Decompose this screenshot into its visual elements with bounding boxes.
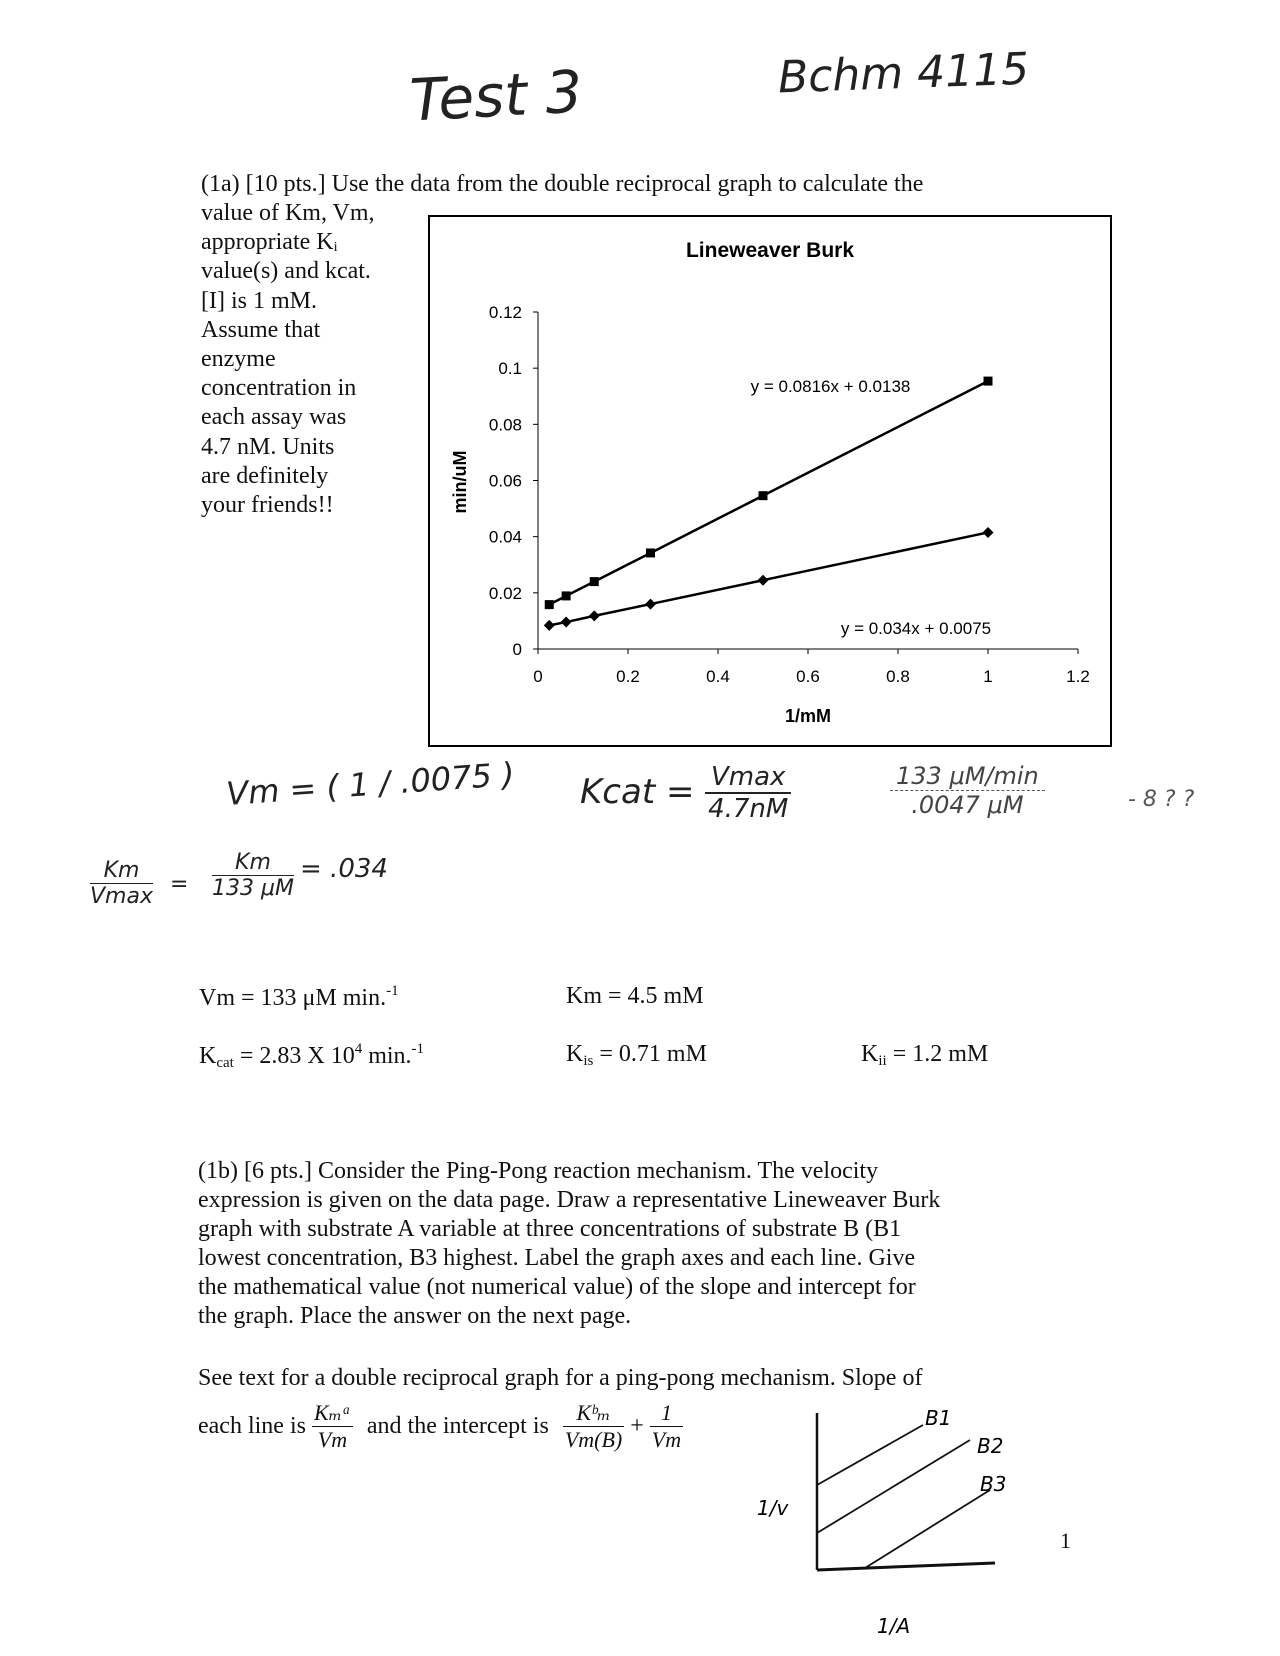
intercept-fraction [563,1400,624,1453]
q1a-side-line: 4.7 nM. Units [201,433,335,460]
answer-vm [199,983,399,1012]
intercept-den: Vm(B) [564,1427,623,1452]
y-tick-label: 0.1 [498,359,522,379]
q1a-side-text [201,199,426,520]
data-point-uninhibited [589,610,600,621]
km-label-den: Vmax [90,884,153,909]
q1a-side-line: your friends!! [201,492,334,519]
q1b-answer-line: See text for a double reciprocal graph for a ping-pong mechanism. Slope of [198,1365,923,1391]
margin-note: - 8 ? ? [1128,787,1195,812]
answer-kcat [199,1041,424,1072]
intercept2-fraction [650,1400,683,1453]
pingpong-sketch [755,1405,1015,1645]
x-tick-label: 1.2 [1066,667,1090,686]
sketch-line-b2 [817,1440,970,1533]
x-tick-label: 0 [533,667,543,686]
kcat-unit: min. [362,1043,412,1069]
chart-title: Lineweaver Burk [685,239,855,262]
data-point-inhibited [590,577,599,586]
q1a-side-line: value of Km, Vm, [201,200,375,226]
q1b-text [198,1157,940,1331]
answer-kii [861,1041,988,1070]
km-label-num: Km [90,858,153,884]
x-tick-label: 0.8 [886,667,910,686]
trendline-label-uninhibited: y = 0.034x + 0.0075 [840,618,992,638]
y-tick-label: 0.02 [488,583,522,603]
kis-value: = 0.71 mM [593,1041,707,1067]
kcat-right-fraction [890,762,1045,819]
trendline-label-inhibited: y = 0.0816x + 0.0138 [750,377,911,397]
kcat-fraction-handwritten [705,762,791,824]
km-vmax-label [90,858,153,909]
intercept2-den: Vm [651,1427,682,1452]
q1a-side-line: concentration in [201,375,357,402]
intercept-num: Kᵇₘ [563,1400,624,1427]
kcat-value: = 2.83 X 10 [233,1043,355,1069]
sketch-line-b3 [865,1490,990,1568]
data-point-uninhibited [544,620,555,631]
q1a-side-line: Assume that [201,316,321,343]
kcat-prefix: K [199,1043,217,1069]
plus-sign: + [630,1413,644,1439]
and-intercept: and the intercept is [366,1413,549,1439]
page-number: 1 [1060,1528,1071,1553]
kcat-right-den: .0047 μM [911,791,1024,819]
q1a-side-line: each assay was [201,404,347,431]
x-tick-label: 0.6 [796,667,820,686]
q1b-line: the graph. Place the answer on the next page. [198,1303,632,1329]
q1b-line: the mathematical value (not numerical value) of the slope and intercept for [198,1274,916,1300]
series-line-uninhibited [549,532,988,625]
y-tick-label: 0.04 [488,527,522,547]
y-tick-label: 0.08 [488,415,522,435]
sketch-label-b3: B3 [980,1472,1007,1496]
data-point-inhibited [545,600,554,609]
vm-calc-handwritten: Vm = ( 1 / .0075 ) [225,754,516,814]
data-point-inhibited [984,377,993,386]
slope-den: Vm [317,1427,348,1452]
data-point-inhibited [759,491,768,500]
series-line-inhibited [549,381,988,605]
x-tick-label: 0.4 [706,667,730,686]
answer-km: Km = 4.5 mM [566,983,704,1009]
test-title-handwritten: Test 3 [408,57,584,135]
data-point-uninhibited [758,575,769,586]
y-tick-label: 0.12 [488,303,522,322]
q1b-line: expression is given on the data page. Draw a representative Lineweaver Burk [198,1187,941,1213]
kii-value: = 1.2 mM [886,1041,989,1067]
q1b-formula-row [198,1400,683,1453]
q1b-line: (1b) [6 pts.] Consider the Ping-Pong reaction mechanism. The velocity [198,1158,879,1184]
kis-prefix: K [566,1041,584,1067]
data-point-inhibited [646,548,655,557]
q1a-side-line: are definitely [201,462,329,489]
kcat-right-num: 133 μM/min [890,762,1045,791]
x-tick-label: 1 [983,667,993,686]
q1a-side-line: [I] is 1 mM. [201,287,317,314]
sketch-label-b2: B2 [977,1434,1004,1458]
lineweaver-burk-chart [428,215,1112,747]
kii-sub: ii [878,1053,887,1069]
kis-sub: is [583,1053,594,1069]
kcat-sub: cat [216,1055,234,1071]
y-tick-label: 0.06 [488,471,522,491]
sketch-x-axis [817,1563,995,1570]
each-line-is: each line is [198,1413,306,1439]
kcat-exp: 4 [354,1041,363,1057]
answer-vm-text: Vm = 133 μM min. [199,985,387,1011]
q1a-side-line: enzyme [201,346,276,373]
q1b-line: graph with substrate A variable at three concentrations of substrate B (B1 [198,1216,902,1242]
sketch-x-label: 1/A [877,1614,911,1638]
sketch-y-label: 1/v [757,1496,789,1520]
kii-prefix: K [861,1041,879,1067]
intercept2-num: 1 [650,1400,683,1427]
data-point-uninhibited [645,599,656,610]
slope-num: Kₘᵃ [313,1400,351,1425]
km-fraction [212,850,294,901]
km-value: = .034 [300,854,388,884]
q1b-line: lowest concentration, B3 highest. Label the graph axes and each line. Give [198,1245,916,1271]
km-frac-den: 133 μM [212,876,294,901]
kcat-num: Vmax [705,762,791,794]
y-tick-label: 0 [512,640,522,659]
chart-svg [430,217,1110,745]
sketch-line-b1 [817,1425,923,1485]
slope-fraction [312,1400,353,1453]
data-point-uninhibited [983,527,994,538]
km-equals: = [170,872,189,897]
data-point-uninhibited [561,617,572,628]
kcat-label-handwritten: Kcat = [580,772,695,812]
sketch-label-b1: B1 [925,1406,952,1430]
q1a-side-line: appropriate Kᵢ [201,229,338,256]
km-frac-num: Km [212,850,294,876]
kcat-unit-exp: -1 [411,1041,425,1057]
chart-y-label: min/uM [450,450,470,514]
course-handwritten: Bchm 4115 [777,43,1030,104]
data-point-inhibited [562,591,571,600]
kcat-den: 4.7nM [708,794,789,824]
answer-vm-exp: -1 [386,983,399,999]
q1a-prompt: (1a) [10 pts.] Use the data from the double reciprocal graph to calculate the [201,171,924,197]
answer-kis [566,1041,707,1070]
x-tick-label: 0.2 [616,667,640,686]
q1a-side-line: value(s) and kcat. [201,258,371,285]
chart-x-label: 1/mM [784,706,832,726]
